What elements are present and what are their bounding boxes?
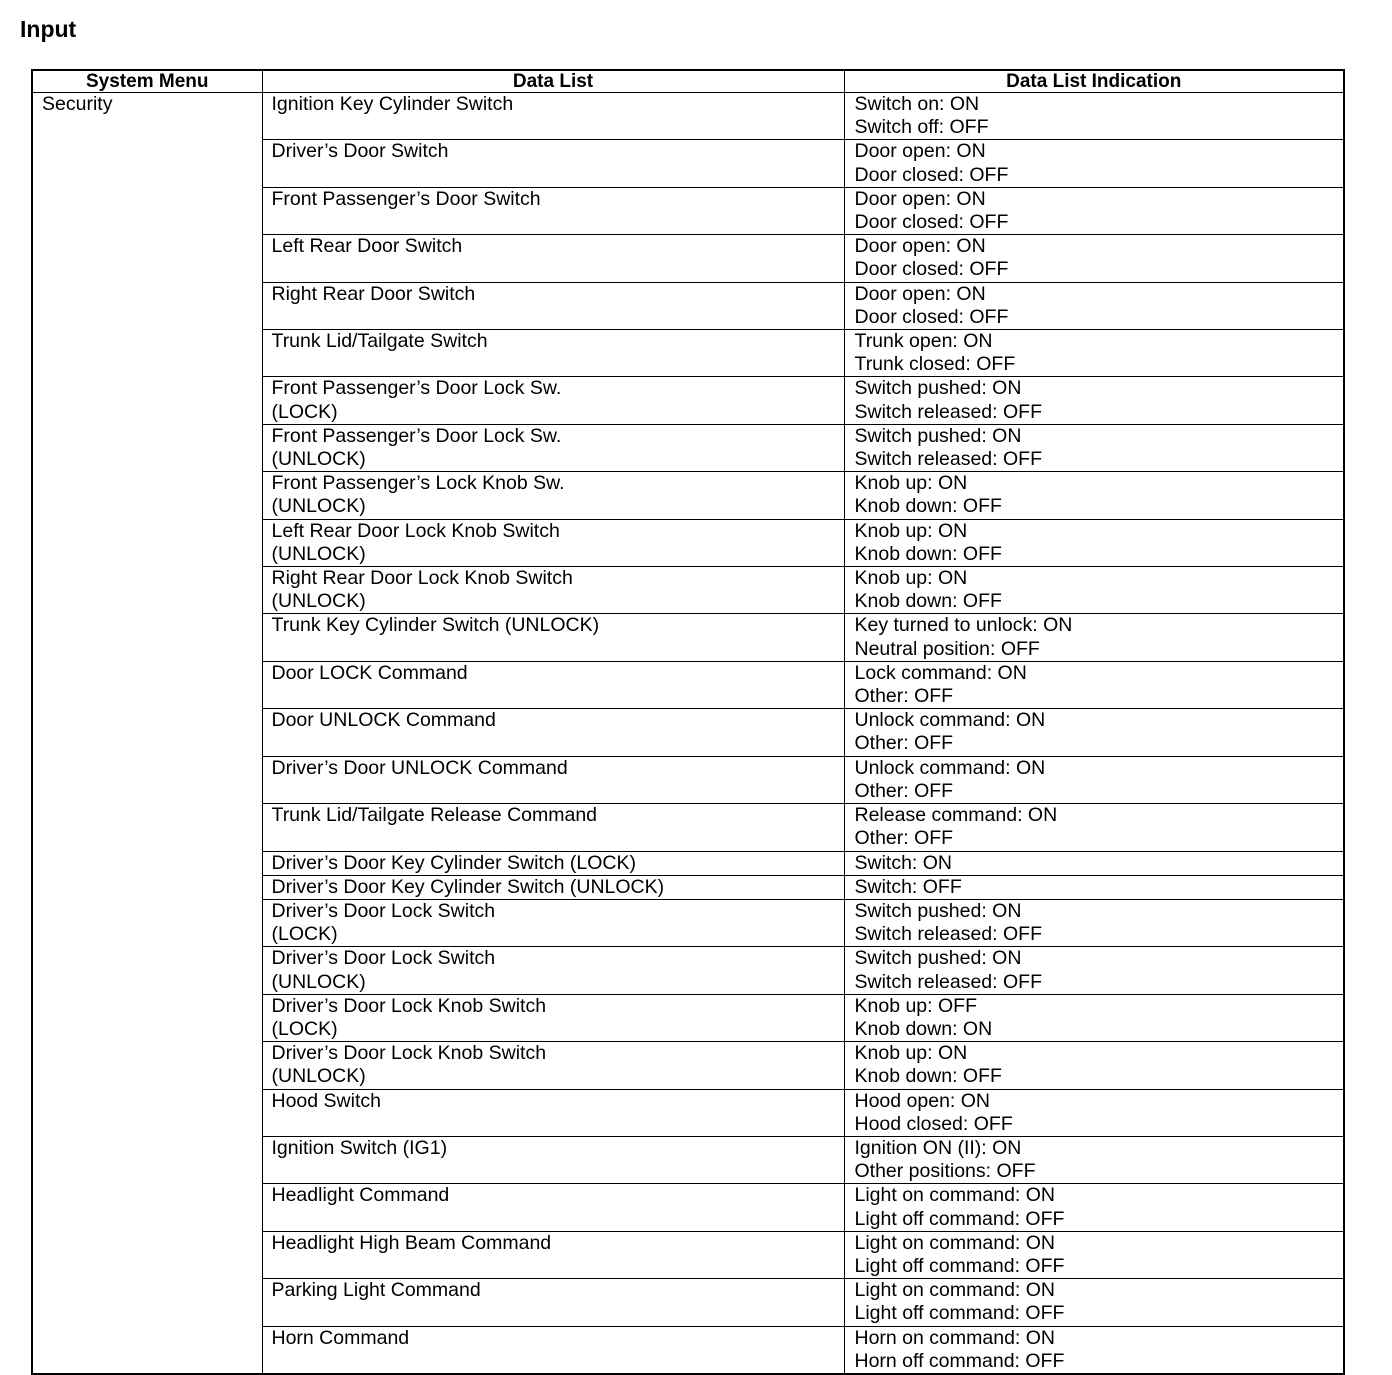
indication-cell: Knob up: ON Knob down: OFF — [844, 567, 1344, 614]
data-list-cell: Trunk Key Cylinder Switch (UNLOCK) — [262, 614, 844, 661]
data-list-cell: Front Passenger’s Lock Knob Sw. (UNLOCK) — [262, 472, 844, 519]
indication-cell: Switch: ON — [844, 851, 1344, 875]
header-system-menu: System Menu — [32, 70, 262, 93]
data-list-cell: Right Rear Door Switch — [262, 282, 844, 329]
indication-cell: Hood open: ON Hood closed: OFF — [844, 1089, 1344, 1136]
indication-cell: Switch pushed: ON Switch released: OFF — [844, 424, 1344, 471]
data-list-cell: Front Passenger’s Door Switch — [262, 187, 844, 234]
system-menu-cell: Security — [32, 93, 262, 1374]
data-list-table — [31, 69, 1345, 1375]
indication-cell: Knob up: OFF Knob down: ON — [844, 994, 1344, 1041]
header-data-list: Data List — [262, 70, 844, 93]
indication-cell: Door open: ON Door closed: OFF — [844, 235, 1344, 282]
indication-cell: Release command: ON Other: OFF — [844, 804, 1344, 851]
indication-cell: Unlock command: ON Other: OFF — [844, 756, 1344, 803]
data-list-cell: Driver’s Door Key Cylinder Switch (LOCK) — [262, 851, 844, 875]
indication-cell: Light on command: ON Light off command: OFF — [844, 1231, 1344, 1278]
data-list-cell: Parking Light Command — [262, 1279, 844, 1326]
indication-cell: Key turned to unlock: ON Neutral position: OFF — [844, 614, 1344, 661]
data-list-cell: Hood Switch — [262, 1089, 844, 1136]
indication-cell: Switch pushed: ON Switch released: OFF — [844, 377, 1344, 424]
data-list-cell: Ignition Key Cylinder Switch — [262, 93, 844, 140]
data-list-cell: Driver’s Door Switch — [262, 140, 844, 187]
indication-cell: Light on command: ON Light off command: OFF — [844, 1279, 1344, 1326]
indication-cell: Switch pushed: ON Switch released: OFF — [844, 899, 1344, 946]
indication-cell: Knob up: ON Knob down: OFF — [844, 1042, 1344, 1089]
data-list-cell: Door UNLOCK Command — [262, 709, 844, 756]
data-list-cell: Driver’s Door Lock Switch (UNLOCK) — [262, 947, 844, 994]
indication-cell: Light on command: ON Light off command: OFF — [844, 1184, 1344, 1231]
indication-cell: Switch on: ON Switch off: OFF — [844, 93, 1344, 140]
indication-cell: Trunk open: ON Trunk closed: OFF — [844, 330, 1344, 377]
indication-cell: Door open: ON Door closed: OFF — [844, 282, 1344, 329]
data-list-cell: Driver’s Door Lock Knob Switch (UNLOCK) — [262, 1042, 844, 1089]
indication-cell: Door open: ON Door closed: OFF — [844, 140, 1344, 187]
data-list-cell: Driver’s Door Lock Switch (LOCK) — [262, 899, 844, 946]
data-list-cell: Door LOCK Command — [262, 661, 844, 708]
section-title: Input — [20, 16, 77, 42]
data-list-cell: Driver’s Door Key Cylinder Switch (UNLOCK) — [262, 875, 844, 899]
data-list-cell: Left Rear Door Switch — [262, 235, 844, 282]
indication-cell: Switch: OFF — [844, 875, 1344, 899]
indication-cell: Door open: ON Door closed: OFF — [844, 187, 1344, 234]
table-row — [32, 93, 1344, 140]
data-list-cell: Headlight Command — [262, 1184, 844, 1231]
indication-cell: Switch pushed: ON Switch released: OFF — [844, 947, 1344, 994]
indication-cell: Knob up: ON Knob down: OFF — [844, 519, 1344, 566]
data-list-cell: Front Passenger’s Door Lock Sw. (LOCK) — [262, 377, 844, 424]
data-list-cell: Driver’s Door UNLOCK Command — [262, 756, 844, 803]
data-list-cell: Trunk Lid/Tailgate Release Command — [262, 804, 844, 851]
indication-cell: Unlock command: ON Other: OFF — [844, 709, 1344, 756]
indication-cell: Lock command: ON Other: OFF — [844, 661, 1344, 708]
data-list-cell: Right Rear Door Lock Knob Switch (UNLOCK) — [262, 567, 844, 614]
indication-cell: Knob up: ON Knob down: OFF — [844, 472, 1344, 519]
data-list-cell: Headlight High Beam Command — [262, 1231, 844, 1278]
data-list-cell: Front Passenger’s Door Lock Sw. (UNLOCK) — [262, 424, 844, 471]
indication-cell: Ignition ON (II): ON Other positions: OFF — [844, 1136, 1344, 1183]
data-list-cell: Ignition Switch (IG1) — [262, 1136, 844, 1183]
indication-cell: Horn on command: ON Horn off command: OFF — [844, 1326, 1344, 1374]
data-list-cell: Horn Command — [262, 1326, 844, 1374]
header-row — [32, 70, 1344, 93]
data-list-cell: Left Rear Door Lock Knob Switch (UNLOCK) — [262, 519, 844, 566]
data-list-cell: Trunk Lid/Tailgate Switch — [262, 330, 844, 377]
data-list-cell: Driver’s Door Lock Knob Switch (LOCK) — [262, 994, 844, 1041]
header-data-list-indication: Data List Indication — [844, 70, 1344, 93]
